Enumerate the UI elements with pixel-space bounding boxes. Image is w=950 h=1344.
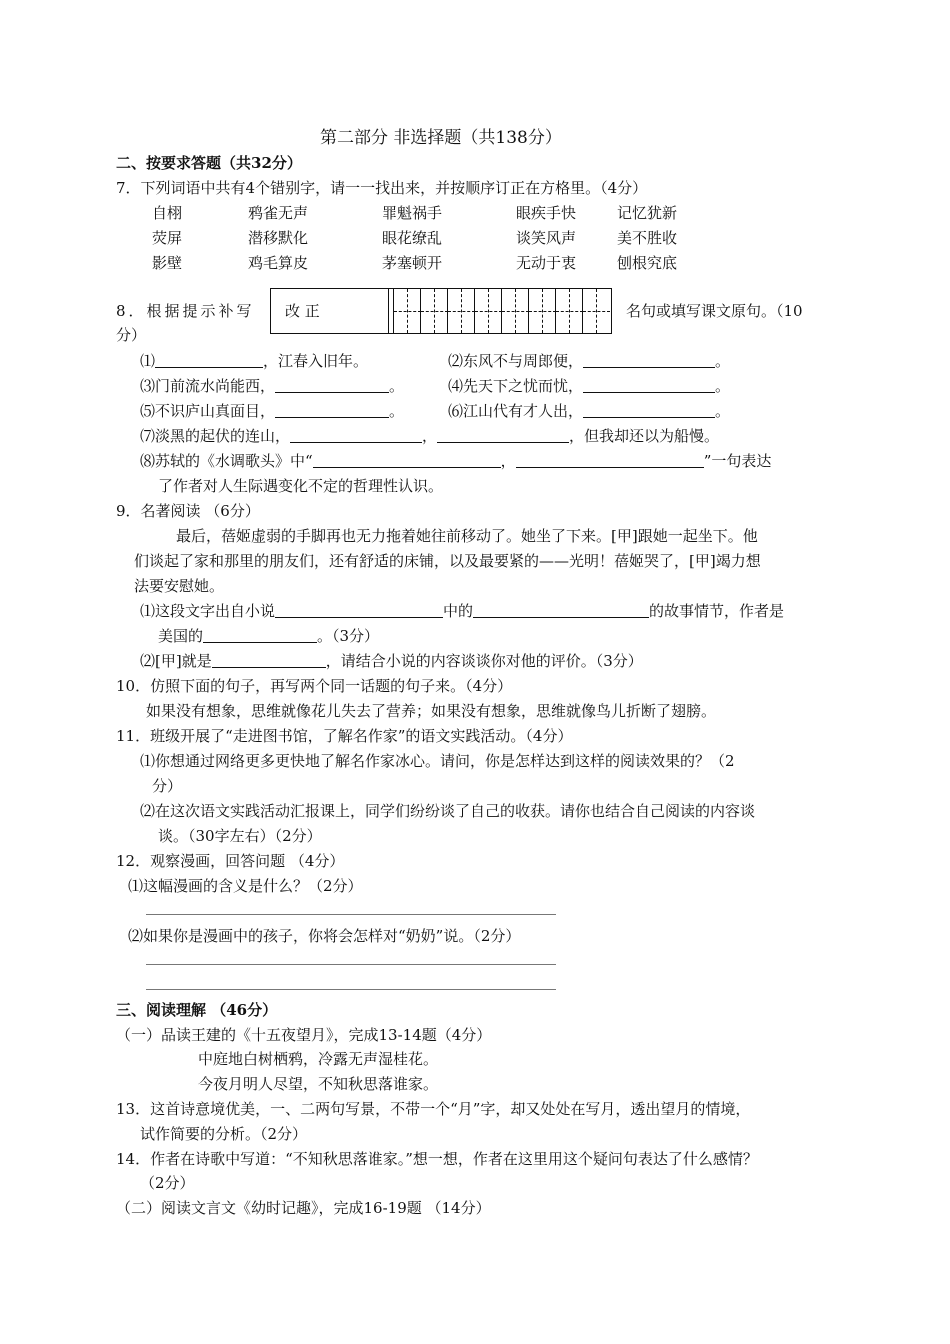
item-text: ，请结合小说的内容谈谈你对他的评价。（3分） (325, 652, 643, 670)
item-text: ，江春入旧年。 (263, 352, 369, 370)
item-text: ⑺淡黑的起伏的连山， (140, 427, 291, 445)
item-text: 。 (389, 402, 405, 420)
answer-blank[interactable] (203, 628, 317, 643)
answer-blank[interactable] (583, 378, 715, 393)
word: 记忆犹新 (617, 204, 678, 222)
answer-blank[interactable] (155, 353, 263, 368)
answer-blank[interactable] (473, 603, 649, 618)
answer-blank[interactable] (212, 653, 326, 668)
poem-line-1: 中庭地白树栖鸦，冷露无声湿桂花。 (198, 1050, 439, 1068)
section-2-heading: 二、按要求答题（共32分） (116, 154, 302, 172)
q9-sub-1-cont (158, 626, 379, 646)
q12-sub-1: ⑴这幅漫画的含义是什么？（2分） (128, 877, 363, 895)
word: 鸡毛算皮 (248, 254, 309, 272)
answer-blank[interactable] (275, 603, 443, 618)
word: 美不胜收 (617, 229, 678, 247)
q13-cont: 试作简要的分析。（2分） (140, 1125, 308, 1143)
word: 荧屏 (152, 229, 183, 247)
grid-cell[interactable] (528, 289, 555, 333)
word: 自栩 (152, 204, 183, 222)
q9-sub-1 (140, 601, 784, 621)
item-text: ， (500, 452, 516, 470)
q8-item-2 (448, 351, 730, 371)
word: 眼花缭乱 (382, 229, 443, 247)
answer-line[interactable] (146, 914, 556, 915)
word: 潜移默化 (248, 229, 309, 247)
poem-line-2: 今夜月明人尽望，不知秋思落谁家。 (198, 1075, 439, 1093)
q8-item-1 (140, 351, 368, 371)
answer-blank[interactable] (516, 453, 704, 468)
answer-blank[interactable] (275, 403, 389, 418)
q8-item-3 (140, 376, 404, 396)
q8-item-6 (448, 401, 730, 421)
q11-sub-1-cont: 分） (152, 777, 183, 795)
word: 无动于衷 (516, 254, 577, 272)
grid-cell[interactable] (555, 289, 582, 333)
item-text: ”一句表达 (703, 452, 772, 470)
q9-passage-2: 们谈起了家和那里的朋友们，还有舒适的床铺，以及最要紧的——光明！蓓姬哭了，[甲]竭力想 (134, 552, 761, 570)
item-text: 的故事情节，作者是 (649, 602, 785, 620)
q13: 13．这首诗意境优美，一、二两句写景，不带一个“月”字，却又处处在写月，透出望月的情境， (116, 1100, 751, 1118)
item-text: ⑷先天下之忧而忧， (448, 377, 584, 395)
q11-sub-2: ⑵在这次语文实践活动汇报课上，同学们纷纷谈了自己的收获。请你也结合自己阅读的内容谈 (140, 802, 756, 820)
grid-cell[interactable] (447, 289, 474, 333)
answer-line[interactable] (146, 989, 556, 990)
item-text: 。（3分） (317, 627, 380, 645)
reading-part-1-head: （一）品读王建的《十五夜望月》，完成13-14题（4分） (116, 1026, 492, 1044)
grid-cell[interactable] (582, 289, 609, 333)
q11-sub-2-cont: 谈。（30字左右）（2分） (158, 827, 322, 845)
item-text: ⑵东风不与周郎便， (448, 352, 584, 370)
section-3-heading: 三、阅读理解 （46分） (116, 1001, 278, 1019)
word: 刨根究底 (617, 254, 678, 272)
answer-line[interactable] (146, 964, 556, 965)
q14-cont: （2分） (140, 1174, 195, 1192)
word: 茅塞顿开 (382, 254, 443, 272)
answer-blank[interactable] (437, 428, 569, 443)
grid-cell[interactable] (393, 289, 420, 333)
q9-sub-2 (140, 651, 643, 671)
item-text: ⑹江山代有才人出， (448, 402, 584, 420)
word: 眼疾手快 (516, 204, 577, 222)
q9-passage-1: 最后，蓓姬虚弱的手脚再也无力拖着她往前移动了。她坐了下来。[甲]跟她一起坐下。他 (176, 527, 758, 545)
word: 谈笑风声 (516, 229, 577, 247)
answer-blank[interactable] (313, 453, 501, 468)
word: 罪魁祸手 (382, 204, 443, 222)
grid-cell[interactable] (420, 289, 447, 333)
word: 鸦雀无声 (248, 204, 309, 222)
q11-stem: 11．班级开展了“走进图书馆，了解名作家”的语文实践活动。（4分） (116, 727, 573, 745)
answer-blank[interactable] (583, 353, 715, 368)
q8-head: 8．根据提示补写 (116, 302, 255, 320)
page-title: 第二部分 非选择题（共138分） (320, 128, 562, 148)
q8-item-7 (140, 426, 719, 446)
correction-grid[interactable] (270, 288, 612, 334)
item-text: 美国的 (158, 627, 204, 645)
q8-item-4 (448, 376, 730, 396)
q12-stem: 12．观察漫画，回答问题 （4分） (116, 852, 345, 870)
q8-item-8 (140, 451, 771, 471)
item-text: 。 (715, 377, 731, 395)
item-text: 。 (715, 402, 731, 420)
grid-cell[interactable] (501, 289, 528, 333)
item-text: ⑵[甲]就是 (140, 652, 212, 670)
item-text: ⑴这段文字出自小说 (140, 602, 276, 620)
q8-item-8-cont: 了作者对人生际遇变化不定的哲理性认识。 (158, 477, 444, 495)
item-text: 。 (389, 377, 405, 395)
item-prefix: ⑴ (140, 352, 156, 370)
q9-stem: 9．名著阅读 （6分） (116, 502, 260, 520)
correction-cells[interactable] (393, 289, 611, 333)
item-text: ⑸不识庐山真面目， (140, 402, 276, 420)
q14: 14．作者在诗歌中写道：“不知秋思落谁家。”想一想，作者在这里用这个疑问句表达了什么感情？ (116, 1150, 758, 1168)
answer-blank[interactable] (583, 403, 715, 418)
item-text: ，但我却还以为船慢。 (569, 427, 720, 445)
q8-item-5 (140, 401, 404, 421)
q10-stem: 10．仿照下面的句子，再写两个同一话题的句子来。（4分） (116, 677, 513, 695)
item-text: ， (422, 427, 438, 445)
grid-cell[interactable] (474, 289, 501, 333)
answer-blank[interactable] (275, 378, 389, 393)
q8-tail2: 分） (116, 326, 147, 344)
item-text: 中的 (443, 602, 474, 620)
q10-example: 如果没有想象，思维就像花儿失去了营养；如果没有想象，思维就像鸟儿折断了翅膀。 (146, 702, 717, 720)
reading-part-2-head: （二）阅读文言文《幼时记趣》，完成16-19题 （14分） (116, 1199, 491, 1217)
q8-tail: 名句或填写课文原句。（10 (626, 302, 803, 320)
item-text: 。 (715, 352, 731, 370)
q12-sub-2: ⑵如果你是漫画中的孩子，你将会怎样对“奶奶”说。（2分） (128, 927, 521, 945)
item-text: ⑻苏轼的《水调歌头》中“ (140, 452, 313, 470)
q7-stem: 7．下列词语中共有4个错别字，请一一找出来，并按顺序订正在方格里。（4分） (116, 179, 648, 197)
item-text: ⑶门前流水尚能西， (140, 377, 276, 395)
answer-blank[interactable] (290, 428, 422, 443)
correction-grid-label: 改 正 (271, 289, 389, 333)
word: 影壁 (152, 254, 183, 272)
q9-passage-3: 法要安慰她。 (134, 577, 225, 595)
q11-sub-1: ⑴你想通过网络更多更快地了解名作家冰心。请问，你是怎样达到这样的阅读效果的？（2 (140, 752, 735, 770)
